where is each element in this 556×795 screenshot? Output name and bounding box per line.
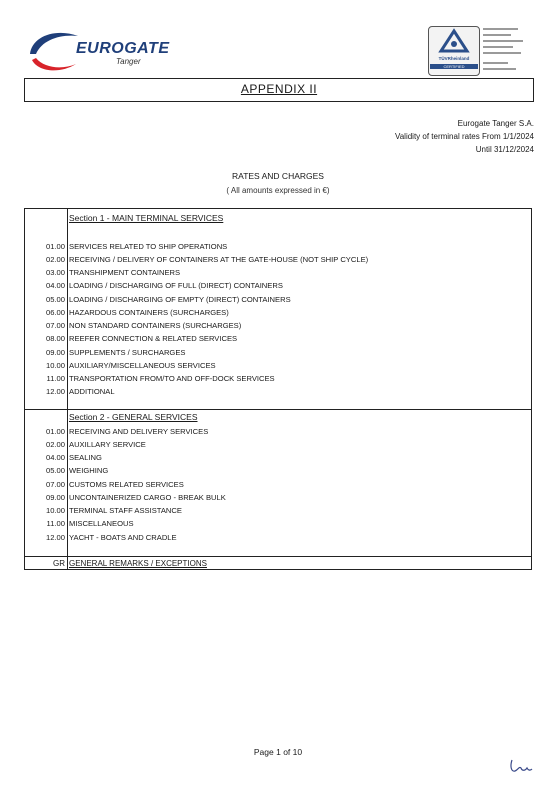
item-label: SERVICES RELATED TO SHIP OPERATIONS xyxy=(69,242,228,251)
item-number: 03.00 xyxy=(45,268,65,277)
item-number: 02.00 xyxy=(45,255,65,264)
item-number: 07.00 xyxy=(45,480,65,489)
rates-title: RATES AND CHARGES xyxy=(232,171,324,181)
certification-badge xyxy=(428,26,534,78)
item-label: NON STANDARD CONTAINERS (SURCHARGES) xyxy=(69,321,242,330)
item-label: UNCONTAINERIZED CARGO - BREAK BULK xyxy=(69,493,226,502)
list-item[interactable] xyxy=(25,478,533,491)
item-number: 08.00 xyxy=(45,334,65,343)
item-number: 09.00 xyxy=(45,348,65,357)
item-number: 06.00 xyxy=(45,308,65,317)
section-divider xyxy=(25,556,531,557)
item-label: CUSTOMS RELATED SERVICES xyxy=(69,480,184,489)
item-number: 07.00 xyxy=(45,321,65,330)
item-number: 05.00 xyxy=(45,295,65,304)
validity-until: Until 31/12/2024 xyxy=(475,145,534,154)
section2-title[interactable]: Section 2 - GENERAL SERVICES xyxy=(69,412,198,422)
item-label: SEALING xyxy=(69,453,102,462)
list-item[interactable] xyxy=(25,464,533,477)
item-label: REEFER CONNECTION & RELATED SERVICES xyxy=(69,334,238,343)
item-label: LOADING / DISCHARGING OF EMPTY (DIRECT) CONTAINERS xyxy=(69,295,291,304)
item-label: RECEIVING / DELIVERY OF CONTAINERS AT THE GATE-HOUSE (NOT SHIP CYCLE) xyxy=(69,255,369,264)
table-of-contents xyxy=(24,208,532,570)
list-item[interactable] xyxy=(25,279,533,292)
list-item[interactable] xyxy=(25,372,533,385)
list-item[interactable] xyxy=(25,359,533,372)
list-item[interactable] xyxy=(25,425,533,438)
list-item[interactable] xyxy=(25,319,533,332)
item-number: 04.00 xyxy=(45,281,65,290)
list-item[interactable] xyxy=(25,266,533,279)
appendix-header xyxy=(24,78,534,102)
list-item[interactable] xyxy=(25,517,533,530)
item-number: 12.00 xyxy=(45,533,65,542)
general-remarks-label: GENERAL REMARKS / EXCEPTIONS xyxy=(69,559,207,568)
rates-note: ( All amounts expressed in €) xyxy=(226,186,330,195)
list-item[interactable] xyxy=(25,385,533,398)
item-label: TRANSPORTATION FROM/TO AND OFF-DOCK SERVICES xyxy=(69,374,275,383)
list-item[interactable] xyxy=(25,346,533,359)
page-number: Page 1 of 10 xyxy=(253,747,303,757)
general-remarks-row[interactable] xyxy=(25,558,533,571)
tuv-seal-icon xyxy=(428,26,480,76)
item-label: TERMINAL STAFF ASSISTANCE xyxy=(69,506,182,515)
list-item[interactable] xyxy=(25,306,533,319)
item-label: TRANSHIPMENT CONTAINERS xyxy=(69,268,181,277)
item-number: 02.00 xyxy=(45,440,65,449)
cert-mark: CERTIFIED xyxy=(430,64,478,69)
item-label: MISCELLANEOUS xyxy=(69,519,134,528)
item-number: 11.00 xyxy=(46,374,65,383)
item-number: 05.00 xyxy=(45,466,65,475)
list-item[interactable] xyxy=(25,438,533,451)
item-label: AUXILIARY/MISCELLANEOUS SERVICES xyxy=(69,361,216,370)
item-label: RECEIVING AND DELIVERY SERVICES xyxy=(69,427,209,436)
item-label: LOADING / DISCHARGING OF FULL (DIRECT) CONTAINERS xyxy=(69,281,283,290)
list-item[interactable] xyxy=(25,491,533,504)
company-info xyxy=(395,117,534,156)
eurogate-logo xyxy=(26,26,176,76)
item-number: 09.00 xyxy=(45,493,65,502)
cert-details xyxy=(483,28,533,74)
item-number: 04.00 xyxy=(45,453,65,462)
cert-brand: TÜVRheinland xyxy=(438,56,470,61)
item-label: SUPPLEMENTS / SURCHARGES xyxy=(69,348,186,357)
list-item[interactable] xyxy=(25,504,533,517)
signature-icon xyxy=(508,756,534,776)
page-title: APPENDIX II xyxy=(240,82,318,96)
section1-title[interactable]: Section 1 - MAIN TERMINAL SERVICES xyxy=(69,213,224,223)
item-number: 10.00 xyxy=(45,361,65,370)
item-number: 11.00 xyxy=(46,519,65,528)
list-item[interactable] xyxy=(25,451,533,464)
section-divider xyxy=(25,409,531,410)
company-name: Eurogate Tanger S.A. xyxy=(457,119,534,128)
list-item[interactable] xyxy=(25,240,533,253)
item-number: 01.00 xyxy=(45,242,65,251)
item-label: YACHT - BOATS AND CRADLE xyxy=(69,533,177,542)
item-number: 10.00 xyxy=(45,506,65,515)
item-label: ADDITIONAL xyxy=(69,387,115,396)
list-item[interactable] xyxy=(25,293,533,306)
item-label: WEIGHING xyxy=(69,466,109,475)
item-number: 01.00 xyxy=(45,427,65,436)
item-label: HAZARDOUS CONTAINERS (SURCHARGES) xyxy=(69,308,229,317)
validity-from: Validity of terminal rates From 1/1/2024 xyxy=(394,132,534,141)
list-item[interactable] xyxy=(25,332,533,345)
item-label: AUXILLARY SERVICE xyxy=(69,440,146,449)
list-item[interactable] xyxy=(25,531,533,544)
item-number: GR xyxy=(53,559,65,568)
item-number: 12.00 xyxy=(45,387,65,396)
logo-subtitle: Tanger xyxy=(116,57,141,66)
list-item[interactable] xyxy=(25,253,533,266)
logo-wordmark: EUROGATE xyxy=(76,40,170,57)
